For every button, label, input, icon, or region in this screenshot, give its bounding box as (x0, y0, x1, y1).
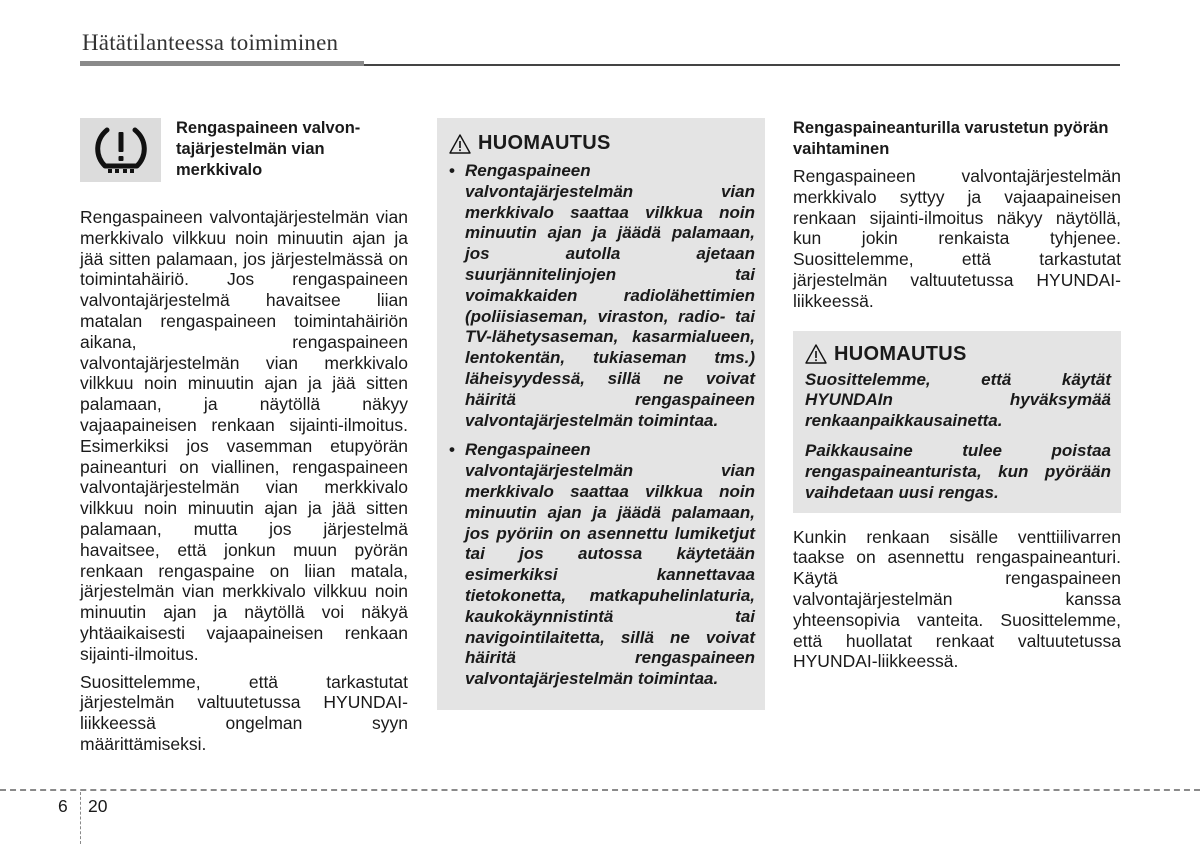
footer-divider (80, 792, 81, 844)
notice-item: • Rengaspaineen valvontajärjestelmän vian merkkivalo saattaa vilkkua noin minuutin ajan ja jäädä palamaan, jos autolla ajetaan suurjännitelinjojen tai voimakkaiden radiolähettimien (poliisiaseman, viraston, radio- tai TV-lähetysaseman, kasarmialueen, lentokentän, tukiaseman tms.) läheisyydessä, sillä ne voivat häiritä rengaspaineen valvontajärjestelmän toimintaa. (449, 161, 755, 431)
notice-item: • Rengaspaineen valvontajärjestelmän vian merkkivalo saattaa vilkkua noin minuutin ajan ja jäädä palamaan, jos pyöriin on asennettu lumiketjut tai jos autossa käytetään esimerkiksi kannettavaa tietokonetta, matkapuhelinlaturia, kaukokäynnistintä tai navigointilaitetta, sillä ne voivat häiritä rengaspaineen valvontajärjestelmän toimintaa. (449, 440, 755, 690)
notice-label: HUOMAUTUS (478, 132, 611, 154)
page-header-title: Hätätilanteessa toimiminen (82, 30, 339, 55)
right-column (793, 118, 1121, 672)
tpms-malfunction-warning-icon (80, 118, 161, 182)
notice-header (449, 132, 755, 155)
footer-rule (0, 789, 1200, 791)
right-paragraph-1: Rengaspaineen valvontajärjestelmän merkkivalo syttyy ja vajaapaineisen renkaan sijainti-ilmoitus näkyy näytöllä, kun jokin renkaista tyhjenee. Suosittelemme, että tarkastutat järjestelmän valtuutetussa HYUNDAI-liikkeessä. (793, 166, 1121, 311)
chapter-number: 6 (58, 796, 68, 816)
notice-list (449, 161, 755, 690)
warning-light-row (80, 118, 408, 182)
left-paragraph-2: Suosittelemme, että tarkastutat järjestelmän valtuutetussa HYUNDAI-liikkeessä ongelman syyn määrittämiseksi. (80, 671, 408, 754)
middle-column (437, 118, 765, 710)
left-column (80, 118, 408, 755)
right-paragraph-2: Kunkin renkaan sisälle venttiilivarren taakse on asennettu rengaspaineanturi. Käytä rengaspaineen valvontajärjestelmän kanssa yhteensopivia vanteita. Suosittelemme, että huollatat renkaat valtuutetussa HYUNDAI-liikkeessä. (793, 526, 1121, 672)
warning-light-title: Rengaspaineen valvon- tajärjestelmän vian merkkivalo (176, 119, 361, 179)
notice-box (437, 118, 765, 710)
section-heading: Rengaspaineanturilla varustetun pyörän vaihtaminen (793, 119, 1109, 158)
notice-box-right (793, 331, 1121, 513)
page-number: 20 (88, 796, 108, 816)
notice-label: HUOMAUTUS (834, 342, 967, 365)
caution-triangle-icon (449, 134, 471, 154)
left-paragraph-1: Rengaspaineen valvontajärjestelmän vian merkkivalo vilkkuu noin minuutin ajan ja jää sitten palamaan, jos järjestelmässä on toimintahäiriö. Jos rengaspaineen valvontajärjestelmä havaitsee liian matalan rengaspaineen toimintahäiriön aikana, rengaspaineen valvontajärjestelmän vian merkkivalo vilkkuu noin minuutin ajan ja jää sitten palamaan, ja näytöllä näkyy vajaapaineisen renkaan sijainti-ilmoitus. Esimerkiksi jos vasemman etupyörän paineanturi on viallinen, rengaspaineen valvontajärjestelmän vian merkkivalo vilkkuu noin minuutin ajan ja jää sitten palamaan, mutta jos järjestelmä havaitsee, että jonkun muun pyörän renkaan rengaspaine on liian matala, järjestelmän vian merkkivalo vilkkuu noin minuutin ajan ja näytöllä voi näkyä yhtäaikaisesti vajaapaineisen renkaan sijainti-ilmoitus. (80, 207, 408, 664)
notice-paragraph-1: Suosittelemme, että käytät HYUNDAIn hyväksymää renkaanpaikkausainetta. (805, 369, 1111, 431)
header-rule-thick (80, 61, 364, 66)
notice-paragraph-2: Paikkausaine tulee poistaa rengaspaineanturista, kun pyörään vaihdetaan uusi rengas. (805, 440, 1111, 502)
header-rule (364, 64, 1120, 66)
caution-triangle-icon (805, 344, 827, 364)
notice-header (805, 343, 1111, 366)
